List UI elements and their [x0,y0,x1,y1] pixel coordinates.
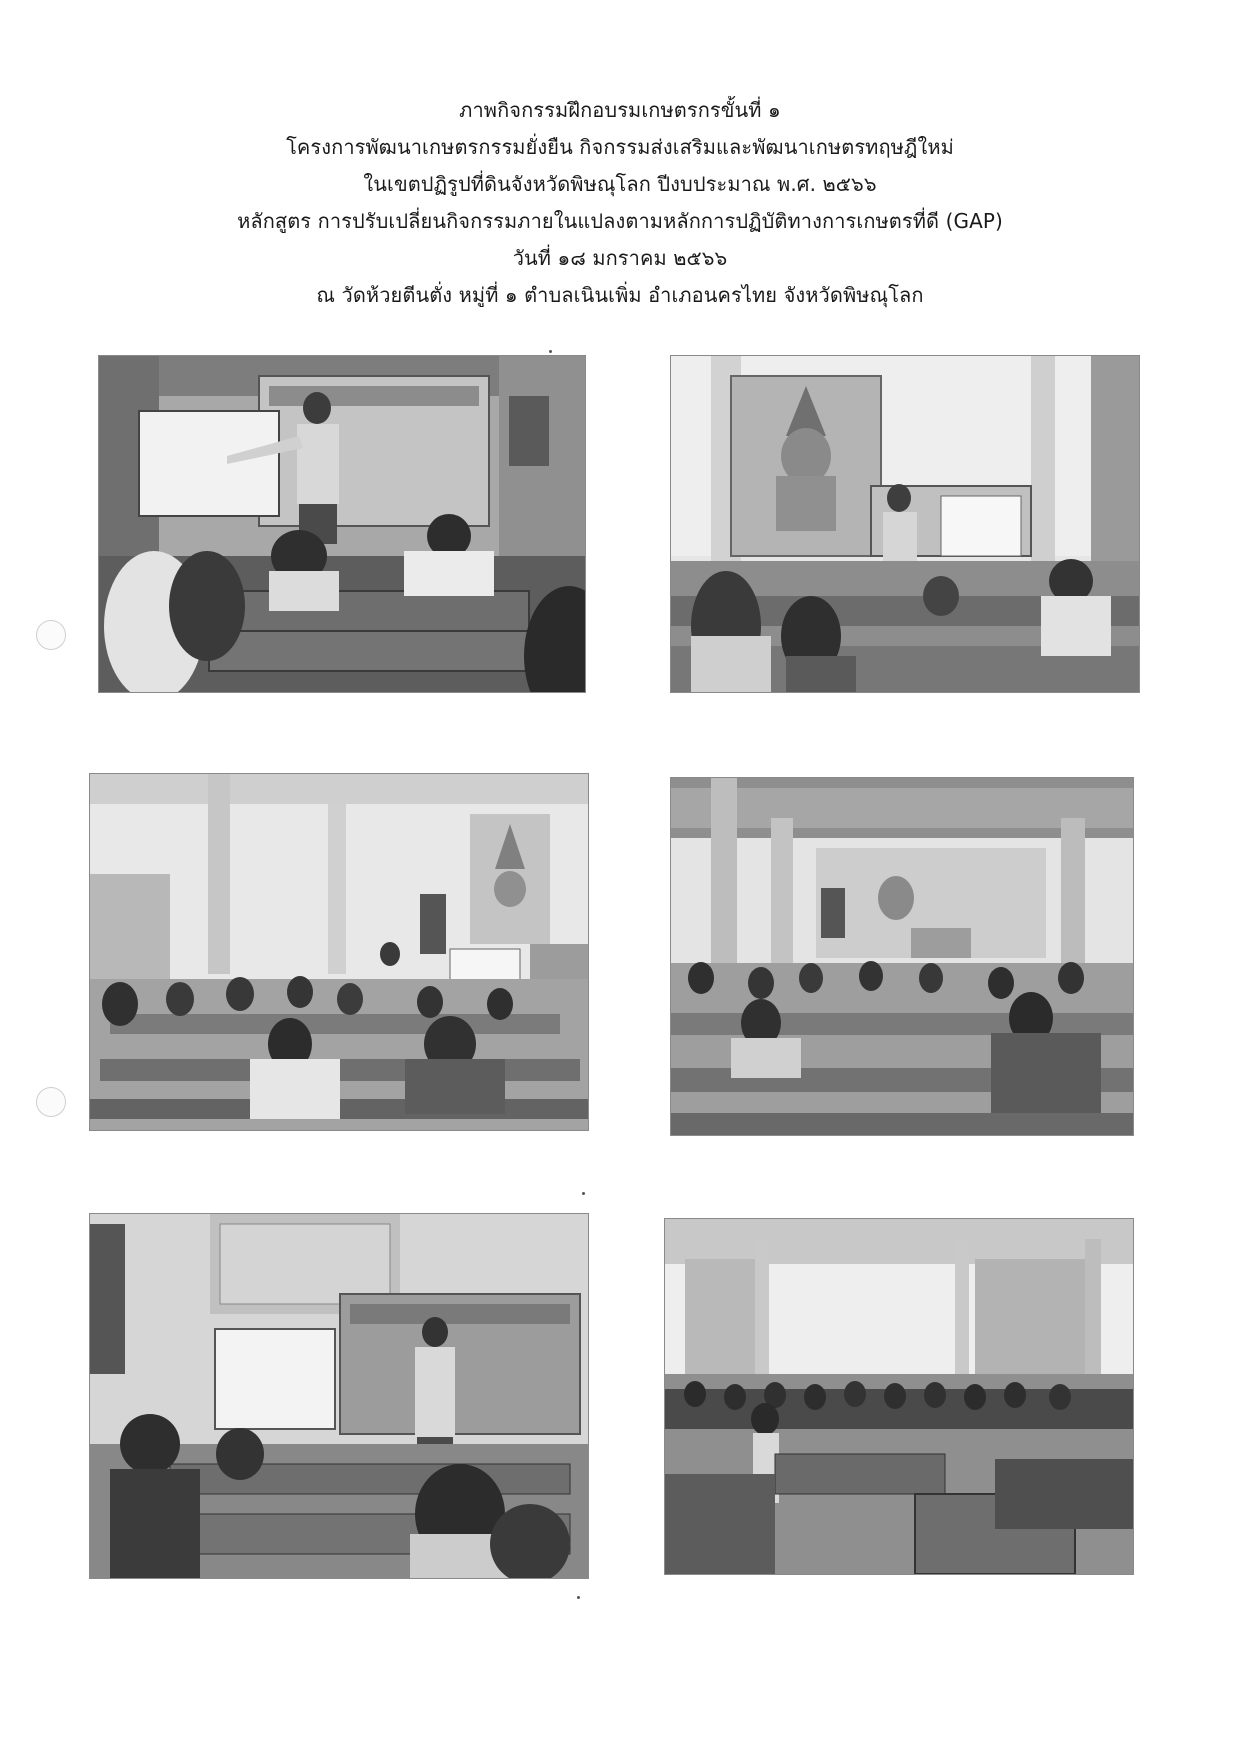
activity-photo-3 [89,773,589,1131]
photo-1-scene [99,356,585,692]
activity-photo-4 [670,777,1134,1136]
photo-6-scene [665,1219,1133,1574]
header-line-area-year: ในเขตปฏิรูปที่ดินจังหวัดพิษณุโลก ปีงบประมาณ พ.ศ. ๒๕๖๖ [363,172,877,196]
header-line-project: โครงการพัฒนาเกษตรกรรมยั่งยืน กิจกรรมส่งเสริมและพัฒนาเกษตรทฤษฎีใหม่ [286,135,954,159]
scan-speck [549,350,552,353]
punch-hole-top [36,620,66,650]
header-line-location: ณ วัดห้วยตีนตั่ง หมู่ที่ ๑ ตำบลเนินเพิ่ม อำเภอนครไทย จังหวัดพิษณุโลก [316,283,924,307]
photo-2-scene [671,356,1139,692]
activity-photo-2 [670,355,1140,693]
activity-photo-5 [89,1213,589,1579]
header-line-date: วันที่ ๑๘ มกราคม ๒๕๖๖ [512,246,728,270]
document-header [0,92,1240,314]
header-line-title: ภาพกิจกรรมฝึกอบรมเกษตรกรขั้นที่ ๑ [459,98,781,122]
scan-speck [577,1596,580,1599]
photo-4-scene [671,778,1133,1135]
activity-photo-6 [664,1218,1134,1575]
scan-speck [582,1192,585,1195]
header-line-course: หลักสูตร การปรับเปลี่ยนกิจกรรมภายในแปลงตามหลักการปฏิบัติทางการเกษตรที่ดี (GAP) [237,209,1003,233]
activity-photo-1 [98,355,586,693]
photo-3-scene [90,774,588,1130]
photo-5-scene [90,1214,588,1578]
punch-hole-bottom [36,1087,66,1117]
